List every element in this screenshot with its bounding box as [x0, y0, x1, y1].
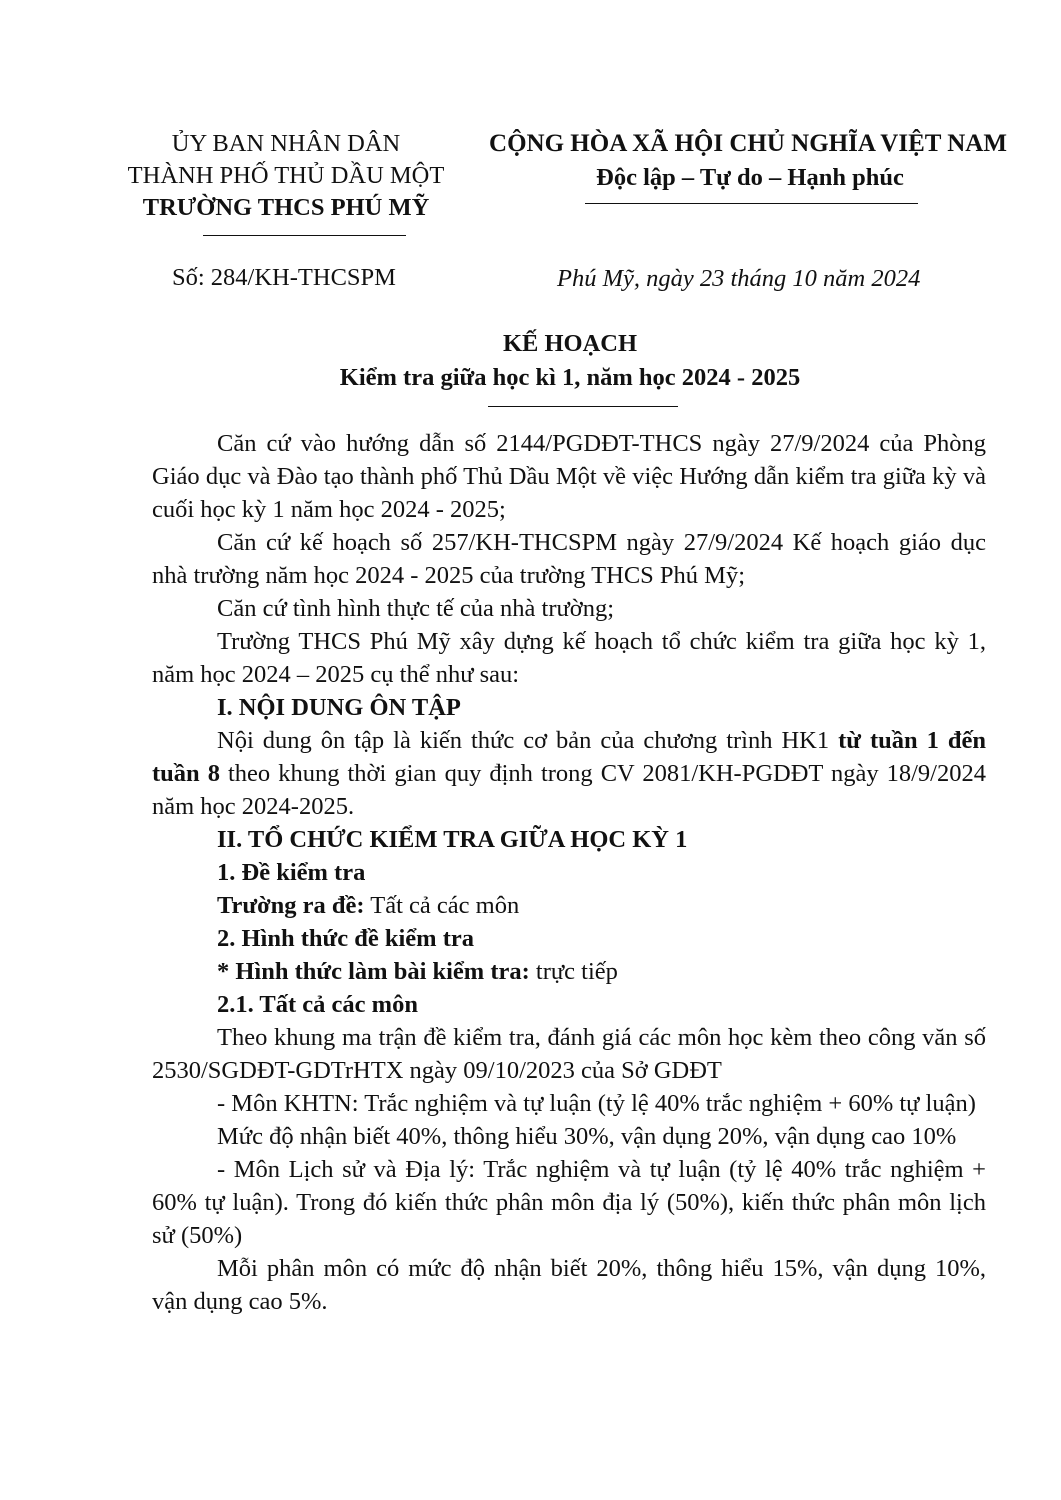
section-heading-2: II. TỔ CHỨC KIỂM TRA GIỮA HỌC KỲ 1 — [217, 826, 688, 853]
paragraph-khtn: - Môn KHTN: Trắc nghiệm và tự luận (tỷ lệ 40% trắc nghiệm + 60% tự luận) — [217, 1090, 976, 1117]
exam-setter-value: Tất cả các môn — [364, 892, 520, 919]
subsection-heading-format: 2. Hình thức đề kiểm tra — [217, 925, 474, 952]
exam-mode-value: trực tiếp — [529, 958, 618, 985]
paragraph-khtn-levels: Mức độ nhận biết 40%, thông hiểu 30%, vận dụng 20%, vận dụng cao 10% — [217, 1123, 957, 1150]
document-subtitle: Kiểm tra giữa học kì 1, năm học 2024 - 2025 — [339, 364, 801, 391]
document-title: KẾ HOẠCH — [502, 330, 638, 357]
agency-name: ỦY BAN NHÂN DÂN — [171, 130, 401, 157]
paragraph-matrix: Theo khung ma trận đề kiểm tra, đánh giá các môn học kèm theo công văn số 2530/SGDĐT-GDTrHTX ngày 09/10/2023 của Sở GDĐT — [152, 1024, 986, 1084]
paragraph-basis-3: Căn cứ tình hình thực tế của nhà trường; — [217, 595, 615, 622]
title-underline — [488, 406, 678, 407]
subsection-heading-exam: 1. Đề kiểm tra — [217, 859, 366, 886]
national-motto: Độc lập – Tự do – Hạnh phúc — [596, 164, 904, 191]
paragraph-history-geography: - Môn Lịch sử và Địa lý: Trắc nghiệm và tự luận (tỷ lệ 40% trắc nghiệm + 60% tự luận). Trong đó kiến thức phân môn địa lý (50%), kiến thức phân môn lịch sử (50%) — [152, 1156, 986, 1249]
section-heading-1: I. NỘI DUNG ÔN TẬP — [217, 694, 461, 721]
paragraph-subject-levels: Mỗi phân môn có mức độ nhận biết 20%, thông hiểu 15%, vận dụng 10%, vận dụng cao 5%. — [152, 1255, 986, 1315]
city-name: THÀNH PHỐ THỦ DẦU MỘT — [127, 162, 445, 189]
paragraph-basis-2: Căn cứ kế hoạch số 257/KH-THCSPM ngày 27/9/2024 Kế hoạch giáo dục nhà trường năm học 2024 - 2025 của trường THCS Phú Mỹ; — [152, 529, 986, 589]
subsection-heading-all-subjects: 2.1. Tất cả các môn — [217, 991, 418, 1018]
exam-mode-label: * Hình thức làm bài kiểm tra: — [217, 958, 530, 985]
review-text-a: Nội dung ôn tập là kiến thức cơ bản của chương trình HK1 — [217, 727, 839, 754]
exam-mode-line — [217, 955, 618, 988]
paragraph-basis-1: Căn cứ vào hướng dẫn số 2144/PGDĐT-THCS ngày 27/9/2024 của Phòng Giáo dục và Đào tạo thành phố Thủ Dầu Một về việc Hướng dẫn kiểm tra giữa kỳ và cuối học kỳ 1 năm học 2024 - 2025; — [152, 430, 986, 523]
school-name: TRƯỜNG THCS PHÚ MỸ — [142, 194, 430, 221]
paragraph-intro: Trường THCS Phú Mỹ xây dựng kế hoạch tổ chức kiểm tra giữa học kỳ 1, năm học 2024 – 2025 cụ thể như sau: — [152, 628, 986, 688]
school-underline — [203, 235, 406, 236]
paragraph-review-content — [152, 724, 986, 823]
motto-underline — [585, 203, 918, 204]
nation-name: CỘNG HÒA XÃ HỘI CHỦ NGHĨA VIỆT NAM — [489, 130, 1007, 157]
review-text-weeks: từ tuần 1 đến tuần 8 — [152, 727, 986, 787]
exam-setter-label: Trường ra đề: — [217, 892, 365, 919]
exam-setter-line — [217, 889, 519, 922]
document-number: Số: 284/KH-THCSPM — [172, 264, 396, 291]
document-date: Phú Mỹ, ngày 23 tháng 10 năm 2024 — [557, 265, 921, 292]
review-text-c: theo khung thời gian quy định trong CV 2081/KH-PGDĐT ngày 18/9/2024 năm học 2024-2025. — [152, 760, 986, 820]
